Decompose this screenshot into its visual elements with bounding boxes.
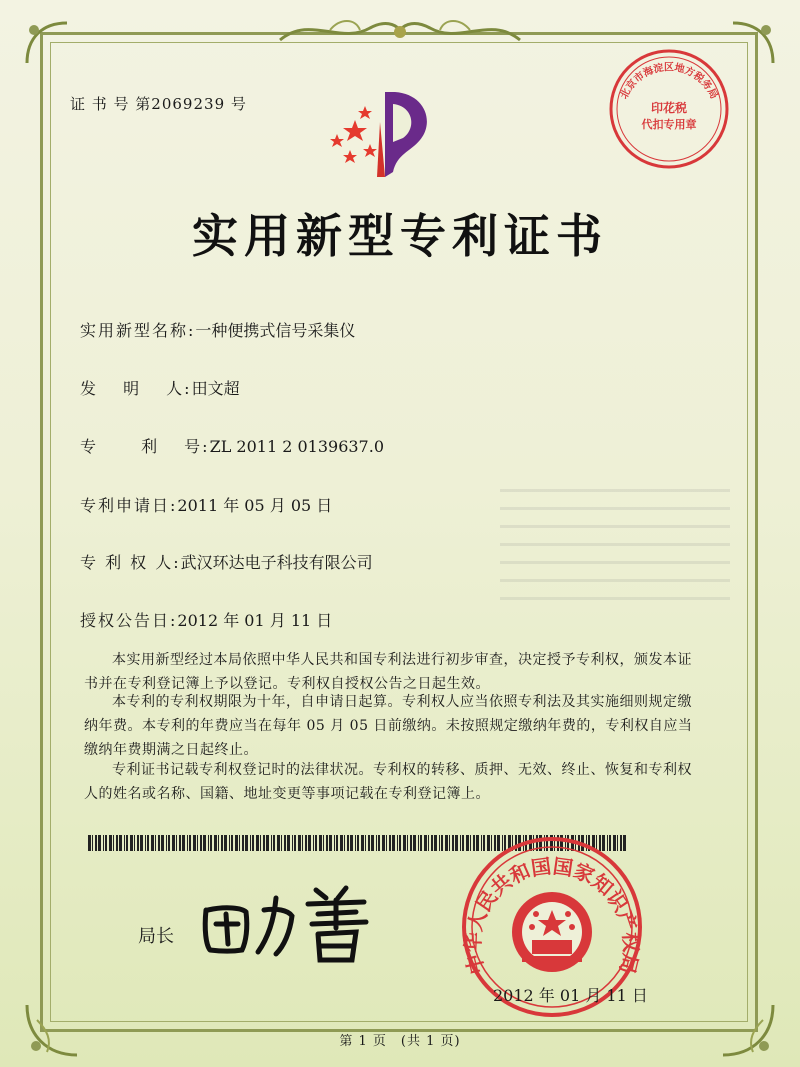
barcode-bar [113,835,114,851]
top-ornament [270,10,530,50]
barcode-bar [315,835,317,851]
barcode-bar [284,835,286,851]
legal-paragraph-1: 本实用新型经过本局依照中华人民共和国专利法进行初步审查，决定授予专利权，颁发本证书并在专利登记簿上予以登记。专利权自授权公告之日起生效。 [84,652,692,692]
barcode-bar [399,835,401,851]
corner-ornament-tr [728,18,778,68]
barcode-bar [250,835,251,851]
barcode-bar [176,835,177,851]
barcode-bar [256,835,259,851]
barcode-bar [124,835,125,851]
barcode-bar [439,835,440,851]
field-patentee [80,550,373,573]
barcode-bar [392,835,395,851]
barcode-bar [344,835,345,851]
barcode-bar [424,835,427,851]
field-application-date [80,493,332,516]
barcode-bar [305,835,307,851]
barcode-bar [386,835,387,851]
barcode-bar [218,835,219,851]
field-value: 一种便携式信号采集仪 [195,321,356,340]
barcode-bar [376,835,377,851]
barcode-bar [168,835,170,851]
director-signature [196,880,386,970]
barcode-bar [116,835,118,851]
corner-ornament-tl [22,18,72,68]
barcode-bar [382,835,385,851]
barcode-bar [308,835,311,851]
barcode-bar [298,835,301,851]
barcode-bar [166,835,167,851]
barcode-bar [140,835,143,851]
barcode-bar [357,835,359,851]
barcode-bar [347,835,349,851]
barcode-bar [263,835,265,851]
field-label: 授权公告日: [80,611,178,630]
barcode-bar [98,835,101,851]
field-label: 实用新型名称: [80,321,196,340]
barcode-bar [420,835,422,851]
barcode-bar [193,835,196,851]
field-value: 2012 年 01 月 11 日 [177,611,333,630]
barcode-bar [329,835,332,851]
barcode-bar [200,835,202,851]
barcode-bar [313,835,314,851]
barcode-bar [151,835,154,851]
barcode-bar [187,835,188,851]
barcode-bar [214,835,217,851]
barcode-bar [155,835,156,851]
barcode-bar [413,835,416,851]
barcode-bar [277,835,280,851]
barcode-bar [336,835,338,851]
barcode-bar [208,835,209,851]
barcode-bar [145,835,146,851]
barcode-bar [203,835,206,851]
barcode-bar [119,835,122,851]
barcode-bar [137,835,139,851]
barcode-bar [319,835,322,851]
barcode-bar [410,835,412,851]
barcode-bar [92,835,93,851]
barcode-bar [182,835,185,851]
director-label: 局长 [138,926,174,947]
barcode-bar [418,835,419,851]
field-patent-number [80,434,384,457]
field-label: 专 利 权 人: [80,553,181,572]
barcode-bar [445,835,448,851]
barcode-bar [441,835,443,851]
field-grant-date [80,608,332,631]
barcode-bar [287,835,290,851]
barcode-bar [389,835,391,851]
barcode-bar [260,835,261,851]
barcode-bar [231,835,233,851]
barcode-bar [235,835,238,851]
barcode-bar [134,835,135,851]
field-label: 发 明 人: [80,379,192,398]
barcode-bar [109,835,112,851]
barcode-bar [252,835,254,851]
field-value: ZL 2011 2 0139637.0 [209,437,384,456]
barcode-bar [271,835,272,851]
barcode-bar [130,835,133,851]
barcode-bar [323,835,324,851]
barcode-bar [302,835,303,851]
barcode-bar [449,835,450,851]
field-label: 专 利 号: [80,437,210,456]
barcode-bar [179,835,181,851]
barcode-bar [365,835,366,851]
field-inventor [80,376,240,399]
barcode-bar [292,835,293,851]
barcode-bar [368,835,370,851]
issue-date: 2012 年 01 月 11 日 [493,986,648,1005]
barcode-bar [126,835,128,851]
stamp-arc-text: 北京市海淀区地方税务局 [618,62,720,101]
barcode-bar [105,835,107,851]
barcode-bar [294,835,296,851]
field-value: 武汉环达电子科技有限公司 [180,553,373,572]
barcode-bar [378,835,380,851]
field-value: 2011 年 05 月 05 日 [177,496,333,515]
field-label: 专利申请日: [80,496,178,515]
barcode-bar [197,835,198,851]
barcode-bar [189,835,191,851]
patent-office-logo [325,82,445,182]
tax-stamp [604,44,734,174]
barcode-bar [371,835,374,851]
field-utility-model-name [80,318,355,341]
barcode-bar [229,835,230,851]
barcode-bar [210,835,212,851]
barcode-bar [355,835,356,851]
barcode-bar [428,835,429,851]
barcode-bar [161,835,164,851]
barcode-bar [431,835,433,851]
barcode-bar [221,835,223,851]
legal-paragraph-3: 专利证书记载专利权登记时的法律状况。专利权的转移、质押、无效、终止、恢复和专利权人的姓名或名称、国籍、地址变更等事项记载在专利登记簿上。 [84,762,692,802]
barcode-bar [350,835,353,851]
barcode-bar [266,835,269,851]
barcode-bar [245,835,248,851]
barcode-bar [95,835,97,851]
barcode-bar [434,835,437,851]
seal-text: 中华人民共和国国家知识产权局 [460,853,644,977]
barcode-bar [147,835,149,851]
barcode-bar [158,835,160,851]
certificate-title: 实用新型专利证书 [192,209,608,263]
barcode-bar [103,835,104,851]
background-watermark [500,480,730,600]
barcode-bar [172,835,175,851]
barcode-bar [224,835,227,851]
barcode-bar [88,835,91,851]
barcode-bar [326,835,328,851]
barcode-bar [239,835,240,851]
legal-paragraph-2: 本专利的专利权期限为十年，自申请日起算。专利权人应当依照专利法及其实施细则规定缴纳年费。本专利的年费应当在每年 05 月 05 日前缴纳。未按照规定缴纳年费的，专利权自应当缴纳年费期满之日起终止。 [84,694,693,758]
barcode-bar [334,835,335,851]
barcode-bar [397,835,398,851]
barcode-bar [403,835,406,851]
barcode-bar [407,835,408,851]
stamp-line-1: 印花税 [650,101,688,115]
page-number: 第 1 页 (共 1 页) [339,1034,461,1049]
barcode-bar [281,835,282,851]
field-value: 田文超 [191,379,240,398]
barcode-bar [340,835,343,851]
barcode-bar [361,835,364,851]
barcode-bar [273,835,275,851]
certificate-number: 证 书 号 第2069239 号 [70,95,247,113]
stamp-line-2: 代扣专用章 [641,118,697,131]
barcode-bar [242,835,244,851]
